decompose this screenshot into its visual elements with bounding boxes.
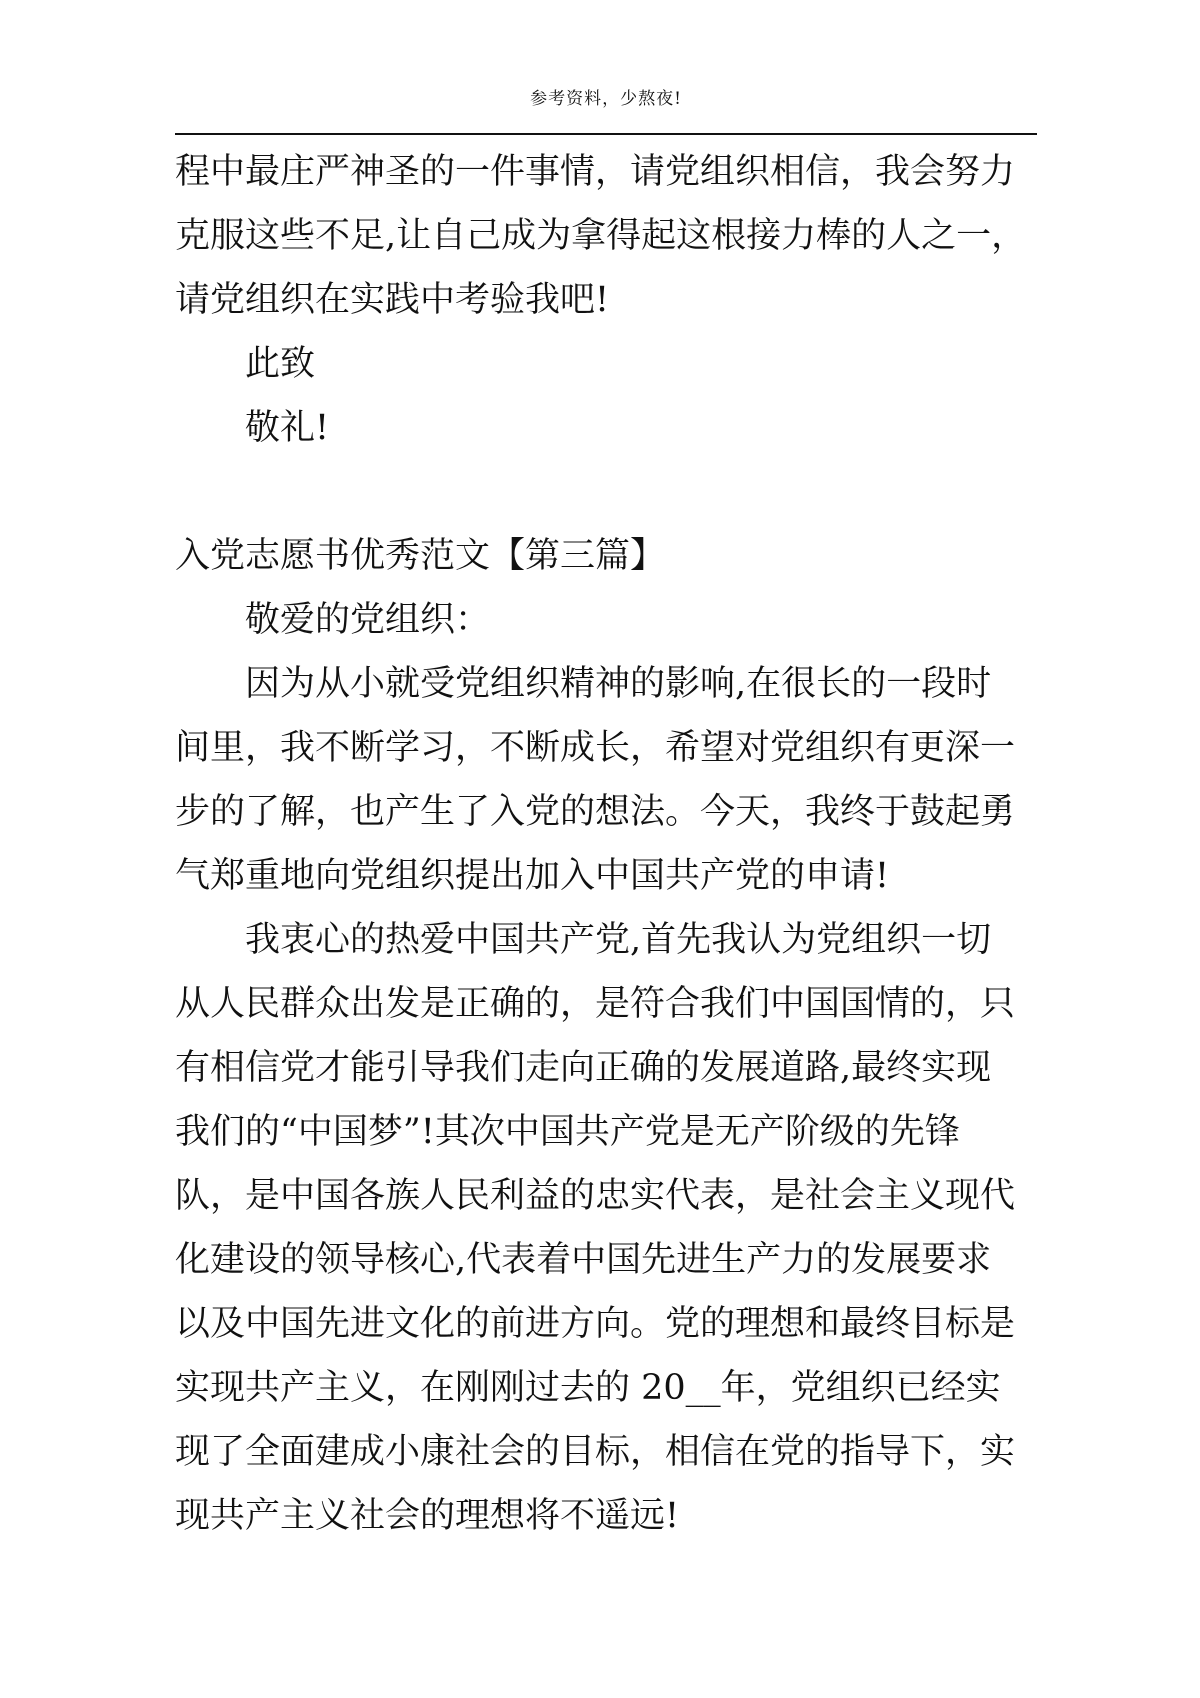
paragraph-line: 实现共产主义，在刚刚过去的 20__年，党组织已经实 — [175, 1368, 1001, 1408]
letter-greeting: 敬爱的党组织： — [245, 600, 491, 640]
page-header: 参考资料，少熬夜! — [530, 89, 682, 109]
paragraph-line: 气郑重地向党组织提出加入中国共产党的申请! — [175, 856, 890, 896]
section-heading: 入党志愿书优秀范文【第三篇】 — [175, 536, 666, 576]
paragraph-line: 现了全面建成小康社会的目标，相信在党的指导下，实 — [175, 1432, 1016, 1472]
closing-salutation: 此致 — [245, 344, 316, 384]
paragraph-line: 我衷心的热爱中国共产党,首先我认为党组织一切 — [245, 920, 992, 960]
paragraph-line: 我们的“中国梦”!其次中国共产党是无产阶级的先锋 — [175, 1112, 960, 1152]
paragraph-line: 程中最庄严神圣的一件事情，请党组织相信，我会努力 — [175, 152, 1016, 192]
header-divider — [175, 133, 1037, 135]
blank-line — [175, 460, 1055, 524]
document-body — [175, 140, 1055, 1548]
paragraph-line: 克服这些不足,让自己成为拿得起这根接力棒的人之一， — [175, 216, 1027, 256]
paragraph-line: 请党组织在实践中考验我吧! — [175, 280, 610, 320]
paragraph-line: 从人民群众出发是正确的，是符合我们中国国情的，只 — [175, 984, 1016, 1024]
paragraph-line: 间里，我不断学习，不断成长，希望对党组织有更深一 — [175, 728, 1016, 768]
paragraph-line: 有相信党才能引导我们走向正确的发展道路,最终实现 — [175, 1048, 992, 1088]
paragraph-line: 队，是中国各族人民利益的忠实代表，是社会主义现代 — [175, 1176, 1016, 1216]
paragraph-line: 化建设的领导核心,代表着中国先进生产力的发展要求 — [175, 1240, 992, 1280]
paragraph-line: 现共产主义社会的理想将不遥远! — [175, 1496, 680, 1536]
paragraph-line: 步的了解，也产生了入党的想法。今天，我终于鼓起勇 — [175, 792, 1016, 832]
paragraph-line: 因为从小就受党组织精神的影响,在很长的一段时 — [245, 664, 992, 704]
paragraph-line: 以及中国先进文化的前进方向。党的理想和最终目标是 — [175, 1304, 1016, 1344]
closing-regards: 敬礼! — [245, 408, 330, 448]
